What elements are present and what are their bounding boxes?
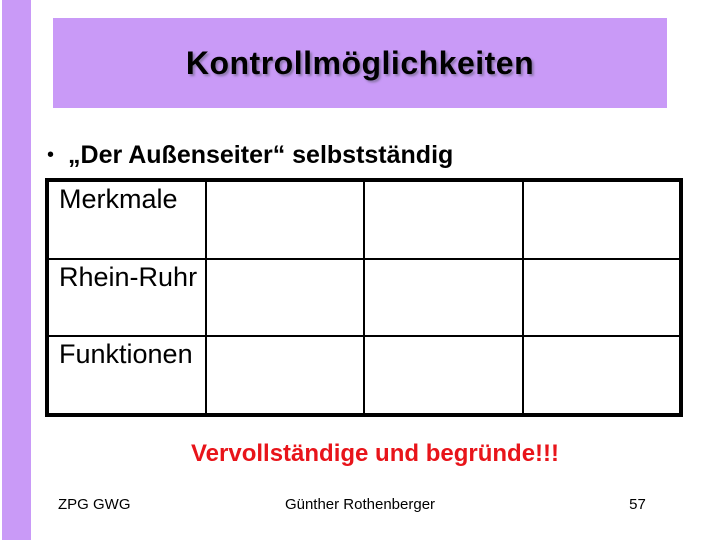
- table-cell: [364, 259, 523, 336]
- content-table: [45, 178, 683, 417]
- table-cell: [523, 180, 682, 259]
- table-cell: [206, 180, 365, 259]
- table-row: [47, 180, 681, 259]
- left-accent-stripe: [2, 0, 31, 540]
- bullet-item: [45, 140, 453, 170]
- instruction-text: Vervollständige und begründe!!!: [190, 440, 560, 467]
- table-cell: [364, 336, 523, 415]
- table-cell: [364, 180, 523, 259]
- bullet-text: „Der Außenseiter“ selbstständig: [68, 141, 454, 169]
- footer-page-number: 57: [629, 496, 646, 513]
- bullet-icon: •: [47, 144, 55, 166]
- row-label-funktionen: Funktionen: [47, 336, 206, 415]
- table-row: [47, 259, 681, 336]
- title-banner: [53, 18, 667, 108]
- table-cell: [206, 336, 365, 415]
- slide-title: Kontrollmöglichkeiten: [185, 44, 535, 81]
- row-label-merkmale: Merkmale: [47, 180, 206, 259]
- table-cell: [523, 259, 682, 336]
- footer-organization: ZPG GWG: [58, 496, 131, 513]
- footer-author: Günther Rothenberger: [284, 496, 436, 513]
- table-row: [47, 336, 681, 415]
- table-cell: [206, 259, 365, 336]
- row-label-rhein-ruhr: Rhein-Ruhr: [47, 259, 206, 336]
- table-cell: [523, 336, 682, 415]
